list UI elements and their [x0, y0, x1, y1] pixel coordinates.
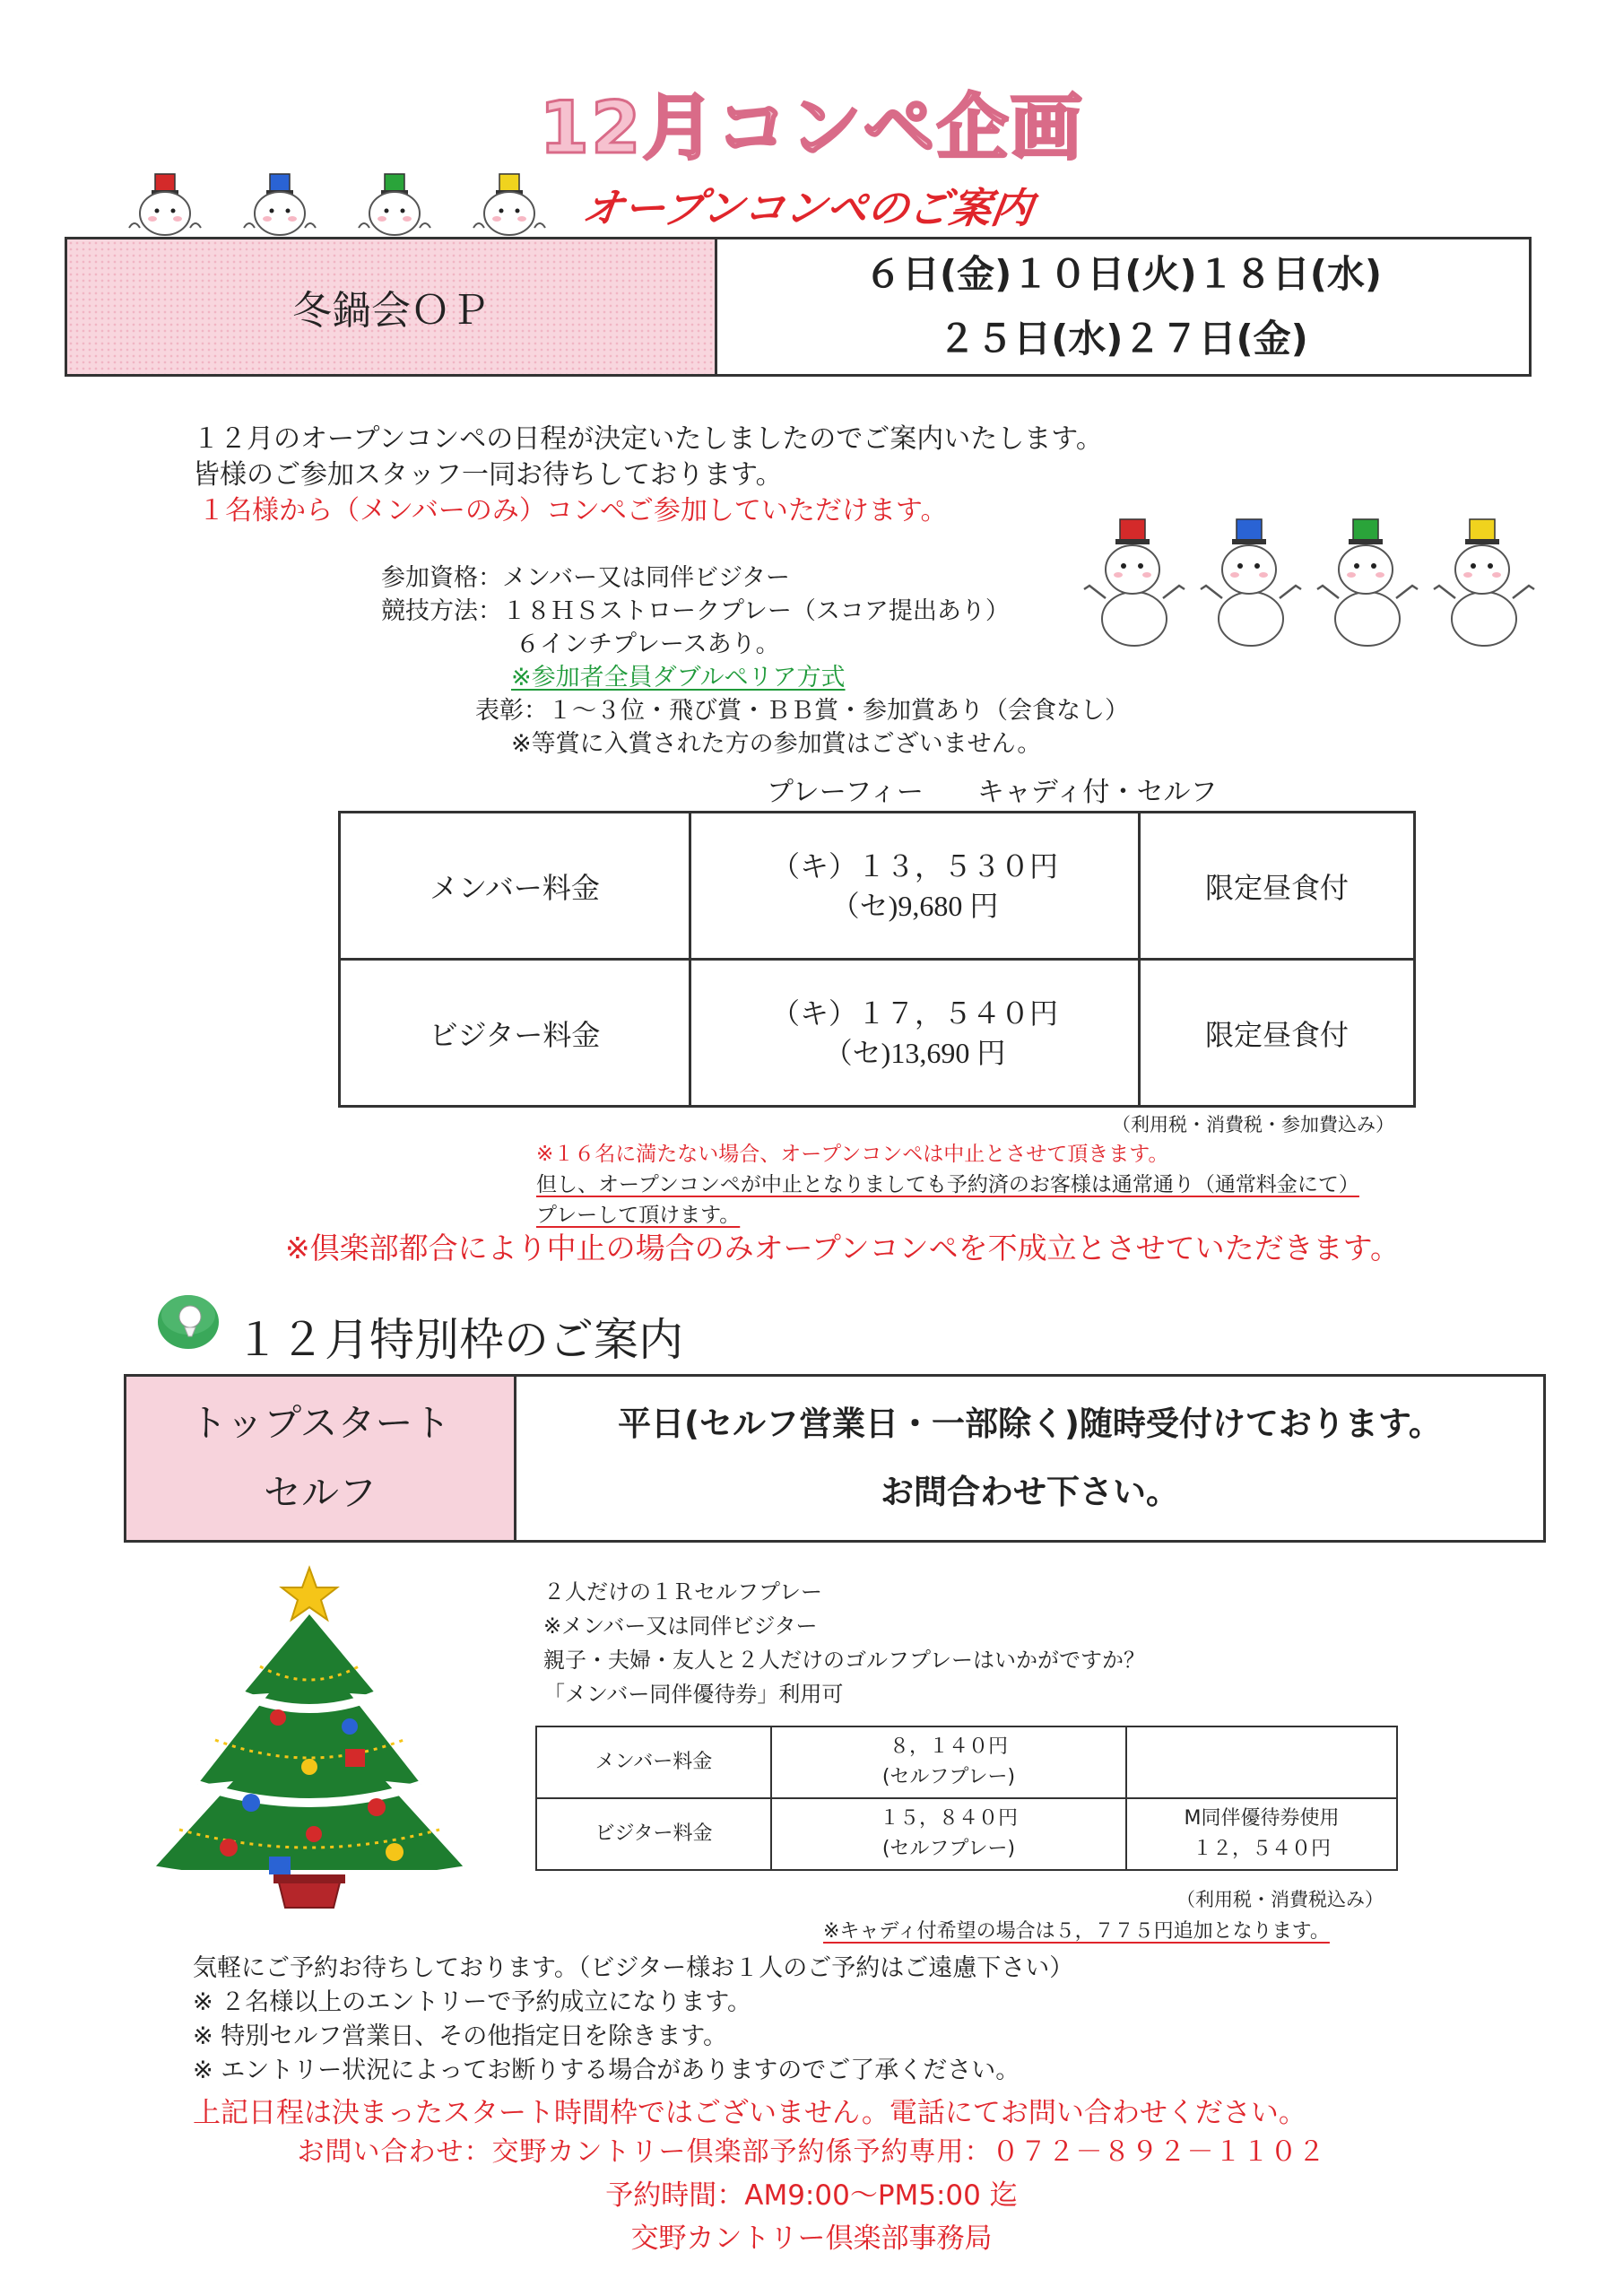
special-tax-note: （利用税・消費税込み）: [1176, 1889, 1384, 1910]
special-fee-extra: [1126, 1726, 1397, 1798]
fee-label: メンバー料金: [340, 813, 690, 960]
awards-text: 表彰：１～３位・飛び賞・ＢＢ賞・参加賞あり（会食なし）: [475, 697, 1129, 725]
special-fee-row-visitor: [536, 1798, 1397, 1870]
special-box-label2: セルフ: [263, 1471, 377, 1515]
event-name: 冬鍋会ＯＰ: [66, 239, 716, 376]
footer-line1: 気軽にご予約お待ちしております。（ビジター様お１人のご予約はご遠慮下さい）: [193, 1954, 1074, 1982]
fee-price-cell: [690, 813, 1140, 960]
page-subtitle: オープンコンペのご案内: [578, 184, 1037, 232]
special-box-text1: 平日(セルフ営業日・一部除く)随時受付けております。: [618, 1405, 1442, 1443]
eligibility-text: 参加資格：メンバー又は同伴ビジター: [381, 564, 791, 592]
special-box-text2: お問合わせ下さい。: [881, 1473, 1179, 1511]
footer-notes: [193, 1952, 1073, 2088]
christmas-tree-icon: [143, 1561, 475, 1910]
method-text: 競技方法：１８ＨＳストロークプレー（スコア提出あり）: [381, 597, 1010, 625]
cancel-min-note: ※１６名に満たない場合、オープンコンペは中止とさせて頂きます。: [536, 1143, 1169, 1166]
special-fee-table: [535, 1726, 1398, 1871]
reservation-hours: 予約時間：AM9:00～PM5:00 迄: [605, 2179, 1018, 2212]
snowmen-row-middle: [1081, 516, 1547, 650]
fee-row-visitor: [340, 960, 1415, 1107]
page-title: 12月コンペ企画: [539, 86, 1084, 170]
awards-note: ※等賞に入賞された方の参加賞はございません。: [511, 730, 1042, 758]
cancel-notice: [536, 1139, 1359, 1231]
competition-details: [381, 561, 1129, 761]
event-dates-line2: ２５日(水)２７日(金): [938, 317, 1308, 361]
snowman-blue-hat-icon: [1201, 519, 1301, 646]
special-heading: １２月特別枠のご案内: [235, 1314, 683, 1366]
snowman-red-hat-icon: [129, 174, 201, 235]
special-box-label: [126, 1376, 516, 1542]
fee-label: ビジター料金: [340, 960, 690, 1107]
special-box-label1: トップスタート: [189, 1401, 451, 1445]
contact-info: お問い合わせ：交野カントリー倶楽部予約係予約専用：０７２－８９２－１１０２: [297, 2136, 1326, 2168]
footer-line3: ※ 特別セルフ営業日、その他指定日を除きます。: [193, 2022, 728, 2050]
fee-header: プレーフィー キャディ付・セルフ: [767, 777, 1218, 808]
special-fee-label: メンバー料金: [536, 1726, 771, 1798]
special-desc1: ２人だけの１Ｒセルフプレー: [543, 1579, 823, 1605]
snowman-green-hat-icon: [1317, 519, 1418, 646]
special-box-text: [516, 1376, 1545, 1542]
intro-line1: １２月のオープンコンペの日程が決定いたしましたのでご案内いたします。: [193, 423, 1103, 455]
special-desc3: 親子・夫婦・友人と２人だけのゴルフプレーはいかがですか？: [543, 1648, 1146, 1673]
intro-line3: １名様から（メンバーのみ）コンペご参加していただけます。: [198, 495, 948, 526]
fee-note: 限定昼食付: [1140, 960, 1415, 1107]
footer-schedule-note: 上記日程は決まったスタート時間枠ではございません。電話にてお問い合わせください。: [193, 2097, 1306, 2129]
footer-line4: ※ エントリー状況によってお断りする場合がありますのでご了承ください。: [193, 2057, 1020, 2084]
snowman-green-hat-icon: [359, 174, 430, 235]
method-sub-text: ６インチプレースあり。: [516, 631, 780, 658]
caddie-note: ※キャディ付希望の場合は５，７７５円追加となります。: [823, 1920, 1330, 1943]
special-fee-price-note: (セルフプレー): [881, 1838, 1016, 1860]
golf-ball-on-tee-icon: [154, 1292, 226, 1354]
peoria-note: ※参加者全員ダブルペリア方式: [511, 664, 846, 691]
special-desc4: 「メンバー同伴優待券」利用可: [543, 1682, 844, 1707]
footer-line2: ※ ２名様以上のエントリーで予約成立になります。: [193, 1988, 752, 2016]
fee-self-price: （セ)9,680 円: [830, 889, 999, 922]
fee-caddie-price: （キ）１７，５４０円: [770, 996, 1058, 1031]
special-description: [543, 1575, 1145, 1711]
special-box: [124, 1374, 1546, 1543]
fee-caddie-price: （キ）１３，５３０円: [770, 848, 1058, 883]
snowman-red-hat-icon: [1084, 519, 1185, 646]
snowman-blue-hat-icon: [244, 174, 316, 235]
fee-price-cell: [690, 960, 1140, 1107]
club-notice: ※倶楽部都合により中止の場合のみオープンコンペを不成立とさせていただきます。: [285, 1231, 1401, 1265]
special-fee-extra1: M同伴優待券使用: [1184, 1807, 1340, 1830]
special-fee-label: ビジター料金: [536, 1798, 771, 1870]
office-name: 交野カントリー倶楽部事務局: [630, 2222, 993, 2255]
special-fee-extra: [1126, 1798, 1397, 1870]
cancel-detail-line2: プレーして頂けます。: [536, 1204, 741, 1227]
fee-row-member: [340, 813, 1415, 960]
special-fee-price-cell: [771, 1798, 1126, 1870]
special-desc2: ※メンバー又は同伴ビジター: [543, 1613, 818, 1639]
event-dates-line1: ６日(金)１０日(火)１８日(水): [864, 252, 1383, 296]
fee-self-price: （セ)13,690 円: [823, 1036, 1006, 1069]
special-fee-row-member: [536, 1726, 1397, 1798]
fee-note: 限定昼食付: [1140, 813, 1415, 960]
special-fee-price: １５，８４０円: [879, 1807, 1018, 1830]
cancel-detail-line1: 但し、オープンコンペが中止となりましても予約済のお客様は通常通り（通常料金にて）: [536, 1173, 1359, 1196]
event-box: [65, 237, 1532, 377]
intro-text: [193, 422, 1103, 529]
event-dates: [716, 239, 1531, 376]
special-fee-price-note: (セルフプレー): [881, 1766, 1016, 1788]
snowman-yellow-hat-icon: [473, 174, 545, 235]
fee-tax-note: （利用税・消費税・参加費込み）: [1112, 1114, 1394, 1135]
snowmen-row-top: [126, 169, 574, 239]
fee-table: [338, 811, 1416, 1108]
special-fee-extra2: １２，５４０円: [1192, 1838, 1331, 1860]
special-fee-price-cell: [771, 1726, 1126, 1798]
intro-line2: 皆様のご参加スタッフ一同お待ちしております。: [193, 459, 783, 491]
special-fee-price: ８，１４０円: [889, 1735, 1008, 1758]
snowman-yellow-hat-icon: [1434, 519, 1534, 646]
